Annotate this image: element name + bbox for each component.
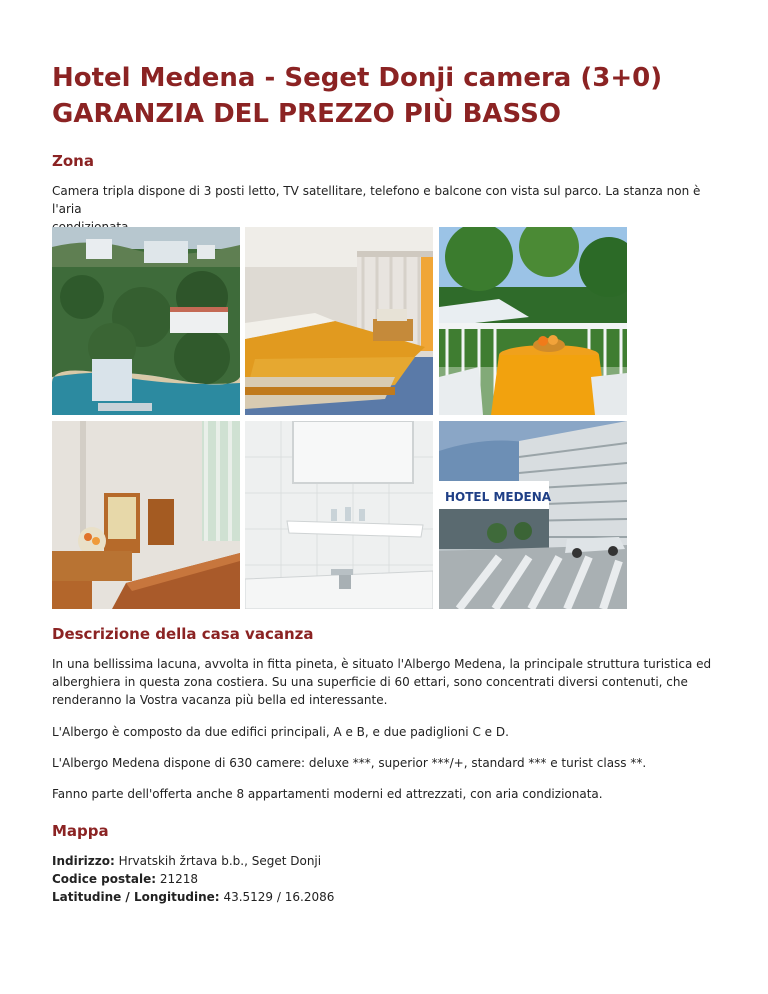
photo-room-chairs[interactable]: [52, 421, 240, 609]
descrizione-p1-line-1: In una bellissima lacuna, avvolta in fitta pineta, è situato l'Albergo Medena, la principale struttura turistica ed: [52, 657, 712, 671]
descrizione-heading: Descrizione della casa vacanza: [52, 625, 314, 643]
photo-bathroom-sink[interactable]: [245, 421, 433, 609]
postal-code-row: [52, 870, 198, 888]
descrizione-p1-line-2: alberghiera in questa zona costiera. Su una superficie di 60 ettari, sono concentrati diversi contenuti, che: [52, 675, 688, 689]
address-label: Indirizzo:: [52, 854, 115, 868]
descrizione-paragraph-1: [52, 655, 712, 709]
descrizione-paragraph-3: L'Albergo Medena dispone di 630 camere: deluxe ***, superior ***/+, standard *** e turist class **.: [52, 756, 647, 770]
coordinates-value: 43.5129 / 16.2086: [223, 890, 335, 904]
photo-hotel-entrance[interactable]: [439, 421, 627, 609]
postal-code-value: 21218: [159, 872, 199, 886]
zona-text-line-1: Camera tripla dispone di 3 posti letto, TV satellitare, telefono e balcone con vista sul parco. La stanza non è l'aria: [52, 184, 701, 216]
descrizione-p1-line-3: renderanno la Vostra vacanza più bella ed interessante.: [52, 693, 388, 707]
postal-code-label: Codice postale:: [52, 872, 157, 886]
descrizione-paragraph-4: Fanno parte dell'offerta anche 8 appartamenti moderni ed attrezzati, con aria condizionata.: [52, 787, 603, 801]
address-value: Hrvatskih žrtava b.b., Seget Donji: [118, 854, 322, 868]
page-title: [52, 60, 662, 132]
photo-balcony-table[interactable]: [439, 227, 627, 415]
photo-room-beds[interactable]: [245, 227, 433, 415]
photo-gallery: [52, 227, 627, 609]
coordinates-label: Latitudine / Longitudine:: [52, 890, 220, 904]
descrizione-paragraph-2: L'Albergo è composto da due edifici principali, A e B, e due padiglioni C e D.: [52, 725, 509, 739]
title-line-2: GARANZIA DEL PREZZO PIÙ BASSO: [52, 99, 561, 129]
zona-heading: Zona: [52, 152, 94, 170]
coordinates-row: [52, 888, 334, 906]
photo-aerial-coast[interactable]: [52, 227, 240, 415]
address-row: [52, 852, 321, 870]
mappa-heading: Mappa: [52, 822, 109, 840]
title-line-1: Hotel Medena - Seget Donji camera (3+0): [52, 63, 663, 93]
hotel-sign-text: HOTEL MEDENA: [445, 490, 552, 504]
